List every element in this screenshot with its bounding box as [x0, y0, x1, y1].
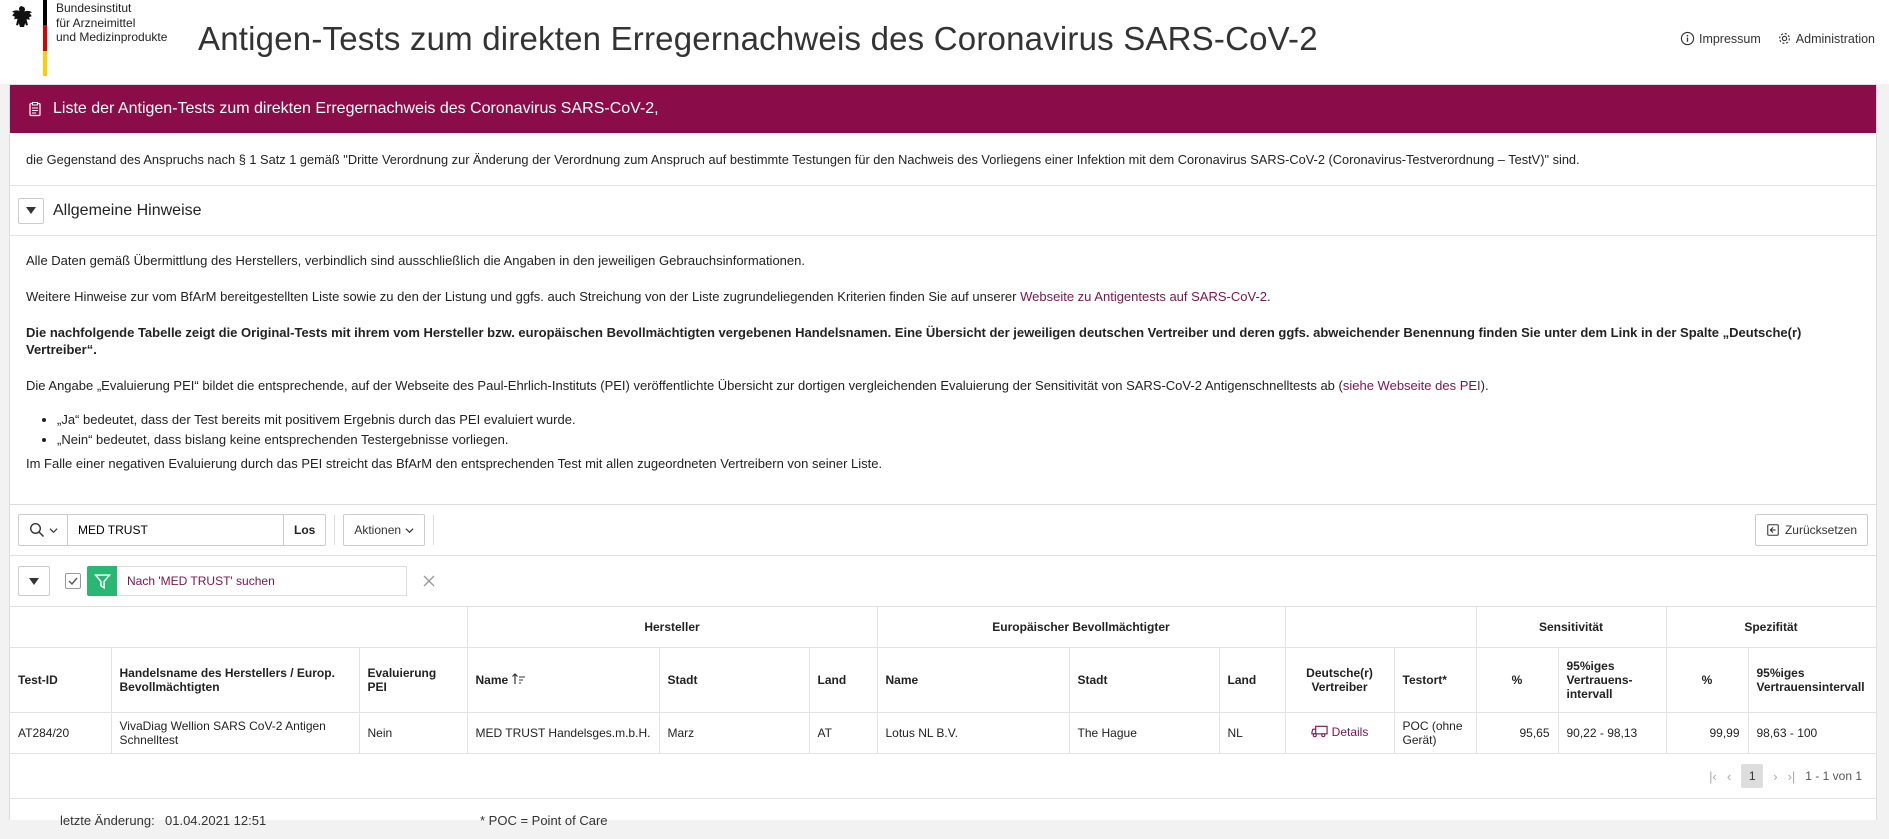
prev-page-icon[interactable]: ‹: [1726, 768, 1732, 784]
reset-button[interactable]: Zurücksetzen: [1755, 514, 1868, 546]
gear-icon: [1777, 31, 1792, 46]
col-sens-pct[interactable]: %: [1476, 648, 1558, 713]
cell-bevollm-land: NL: [1219, 713, 1285, 754]
search-input[interactable]: [68, 516, 283, 544]
col-hersteller-stadt[interactable]: Stadt: [659, 648, 809, 713]
antigentests-webpage-link[interactable]: Webseite zu Antigentests auf SARS-CoV-2: [1020, 289, 1268, 304]
cell-hersteller-stadt: Marz: [659, 713, 809, 754]
col-test-id[interactable]: Test-ID: [10, 648, 111, 713]
poc-note: * POC = Point of Care: [480, 813, 608, 828]
evaluation-legend-list: [26, 411, 1860, 448]
top-links: [1680, 31, 1875, 46]
info-icon: [1680, 31, 1695, 46]
col-evaluierung[interactable]: Evaluierung PEI: [359, 648, 467, 713]
group-spezifitaet: Spezifität: [1666, 607, 1876, 648]
group-sensitivitaet: Sensitivität: [1476, 607, 1666, 648]
divider: [334, 515, 335, 545]
actions-menu-button[interactable]: Aktionen: [343, 514, 425, 546]
col-bevollm-stadt[interactable]: Stadt: [1069, 648, 1219, 713]
column-group-row: [10, 607, 1876, 648]
col-testort[interactable]: Testort*: [1394, 648, 1476, 713]
last-change-label: letzte Änderung:: [60, 813, 155, 828]
remove-filter-icon[interactable]: [423, 575, 435, 587]
cell-bevollm-name: Lotus NL B.V.: [877, 713, 1069, 754]
impressum-link[interactable]: Impressum: [1680, 31, 1761, 46]
banner-title: Liste der Antigen-Tests zum direkten Erregernachweis des Coronavirus SARS-CoV-2,: [53, 100, 659, 117]
search-icon: [29, 522, 45, 538]
federal-eagle-icon: [8, 3, 36, 31]
first-page-icon[interactable]: |‹: [1709, 768, 1717, 784]
chevron-down-icon: [49, 526, 58, 535]
reset-icon: [1766, 523, 1780, 537]
cell-vertreiber: [1285, 713, 1394, 754]
region-banner: [10, 85, 1876, 133]
filter-enabled-checkbox[interactable]: [65, 573, 81, 589]
col-bevollm-land[interactable]: Land: [1219, 648, 1285, 713]
collapse-toggle-button[interactable]: [18, 198, 44, 224]
divider: [433, 515, 434, 545]
column-header-row: [10, 648, 1876, 713]
col-vertreiber[interactable]: Deutsche(r) Vertreiber: [1285, 648, 1394, 713]
last-change-value: 01.04.2021 12:51: [165, 813, 267, 828]
general-notes-header: [10, 186, 1876, 236]
sort-ascending-icon: [512, 673, 526, 685]
details-link[interactable]: Details: [1311, 725, 1369, 739]
list-item: • „Nein“ bedeutet, dass bislang keine entsprechenden Testergebnisse vorliegen.: [57, 431, 1860, 448]
cell-bevollm-stadt: The Hague: [1069, 713, 1219, 754]
pagination-summary: 1 - 1 von 1: [1805, 769, 1862, 783]
next-page-icon[interactable]: ›: [1773, 768, 1778, 784]
group-bevollmaechtigter: Europäischer Bevollmächtigter: [877, 607, 1285, 648]
cell-testort: POC (ohne Gerät): [1394, 713, 1476, 754]
cell-handelsname: VivaDiag Wellion SARS CoV-2 Antigen Schnelltest: [111, 713, 359, 754]
filter-row: [10, 556, 1876, 607]
truck-icon: [1311, 725, 1328, 738]
flag-bar: [43, 0, 47, 76]
col-spez-pct[interactable]: %: [1666, 648, 1748, 713]
report-toolbar: [10, 505, 1876, 556]
col-bevollm-name[interactable]: Name: [877, 648, 1069, 713]
general-notes-title: Allgemeine Hinweise: [53, 201, 202, 219]
cell-spez-ci: 98,63 - 100: [1748, 713, 1876, 754]
filter-collapse-button[interactable]: [18, 566, 50, 596]
table-row: [10, 713, 1876, 754]
app-header: [0, 0, 1889, 84]
pei-webpage-link[interactable]: siehe Webseite des PEI: [1342, 378, 1481, 393]
filter-icon-badge: [87, 566, 117, 596]
note-paragraph: Die Angabe „Evaluierung PEI“ bildet die entsprechende, auf der Webseite des Paul-Ehrlich-Instituts (PEI) veröffentlichte Übersicht zur dortigen vergleichenden Evaluierung der Sensitivität von SARS-CoV-2 Antigenschnelltests ab (siehe Webseite des PEI).: [26, 378, 1489, 393]
check-icon: [67, 575, 79, 587]
general-notes-body: [10, 236, 1876, 505]
antigen-tests-table: [10, 607, 1877, 754]
administration-link[interactable]: Administration: [1777, 31, 1875, 46]
list-item: • „Ja“ bedeutet, dass der Test bereits mit positivem Ergebnis durch das PEI evaluiert wurde.: [57, 411, 1860, 428]
cell-test-id: AT284/20: [10, 713, 111, 754]
report-region: [9, 84, 1877, 828]
page-title: Antigen-Tests zum direkten Erregernachweis des Coronavirus SARS-CoV-2: [198, 20, 1318, 57]
col-hersteller-name[interactable]: Name: [467, 648, 659, 713]
chevron-down-icon: [405, 526, 414, 535]
go-button[interactable]: Los: [283, 515, 325, 545]
search-bar: [18, 514, 326, 546]
col-sens-ci[interactable]: 95%iges Vertrauens-intervall: [1558, 648, 1666, 713]
caret-down-icon: [26, 207, 36, 214]
cell-hersteller-land: AT: [809, 713, 877, 754]
clipboard-icon: [27, 101, 43, 117]
cell-spez-pct: 99,99: [1666, 713, 1748, 754]
filter-label[interactable]: Nach 'MED TRUST' suchen: [117, 566, 407, 596]
intro-text: die Gegenstand des Anspruchs nach § 1 Satz 1 gemäß "Dritte Verordnung zur Änderung der Verordnung zum Anspruch auf bestimmte Testungen für den Nachweis des Vorliegens einer Infektion mit dem Coronavirus SARS-CoV-2 (Coronavirus-Testverordnung – TestV)" sind.: [10, 133, 1876, 186]
note-paragraph-bold: Die nachfolgende Tabelle zeigt die Original-Tests mit ihrem vom Hersteller bzw. europäischen Bevollmächtigten vergebenen Handelsnamen. Eine Übersicht der jeweiligen deutschen Vertreiber und deren ggfs. abweichender Benennung finden Sie unter dem Link in der Spalte „Deutsche(r) Vertreiber“.: [26, 325, 1802, 357]
col-handelsname[interactable]: Handelsname des Herstellers / Europ. Bevollmächtigten: [111, 648, 359, 713]
search-column-selector[interactable]: [19, 515, 68, 545]
note-paragraph: Weitere Hinweise zur vom BfArM bereitgestellten Liste sowie zu den der Listung und ggfs. auch Streichung von der Liste zugrundeliegenden Kriterien finden Sie auf unserer Webseite zu Antigentests auf SARS-CoV-2.: [26, 289, 1271, 304]
col-spez-ci[interactable]: 95%iges Vertrauensintervall: [1748, 648, 1876, 713]
cell-sens-pct: 95,65: [1476, 713, 1558, 754]
cell-sens-ci: 90,22 - 98,13: [1558, 713, 1666, 754]
note-paragraph: Alle Daten gemäß Übermittlung des Herstellers, verbindlich sind ausschließlich die Angaben in den jeweiligen Gebrauchsinformationen.: [26, 253, 805, 268]
institute-logo-text: Bundesinstitut für Arzneimittel und Medizinprodukte: [56, 1, 168, 44]
cell-evaluierung: Nein: [359, 713, 467, 754]
pagination: [10, 754, 1876, 799]
last-page-icon[interactable]: ›|: [1787, 768, 1796, 784]
col-hersteller-land[interactable]: Land: [809, 648, 877, 713]
caret-down-icon: [29, 578, 39, 585]
page-footer: [10, 799, 1876, 839]
cell-hersteller-name: MED TRUST Handelsges.m.b.H.: [467, 713, 659, 754]
note-paragraph: Im Falle einer negativen Evaluierung durch das PEI streicht das BfArM den entsprechenden Test mit allen zugeordneten Vertreibern von seiner Liste.: [26, 456, 883, 471]
group-hersteller: Hersteller: [467, 607, 877, 648]
page-number-current[interactable]: 1: [1741, 764, 1763, 788]
funnel-icon: [94, 573, 111, 590]
